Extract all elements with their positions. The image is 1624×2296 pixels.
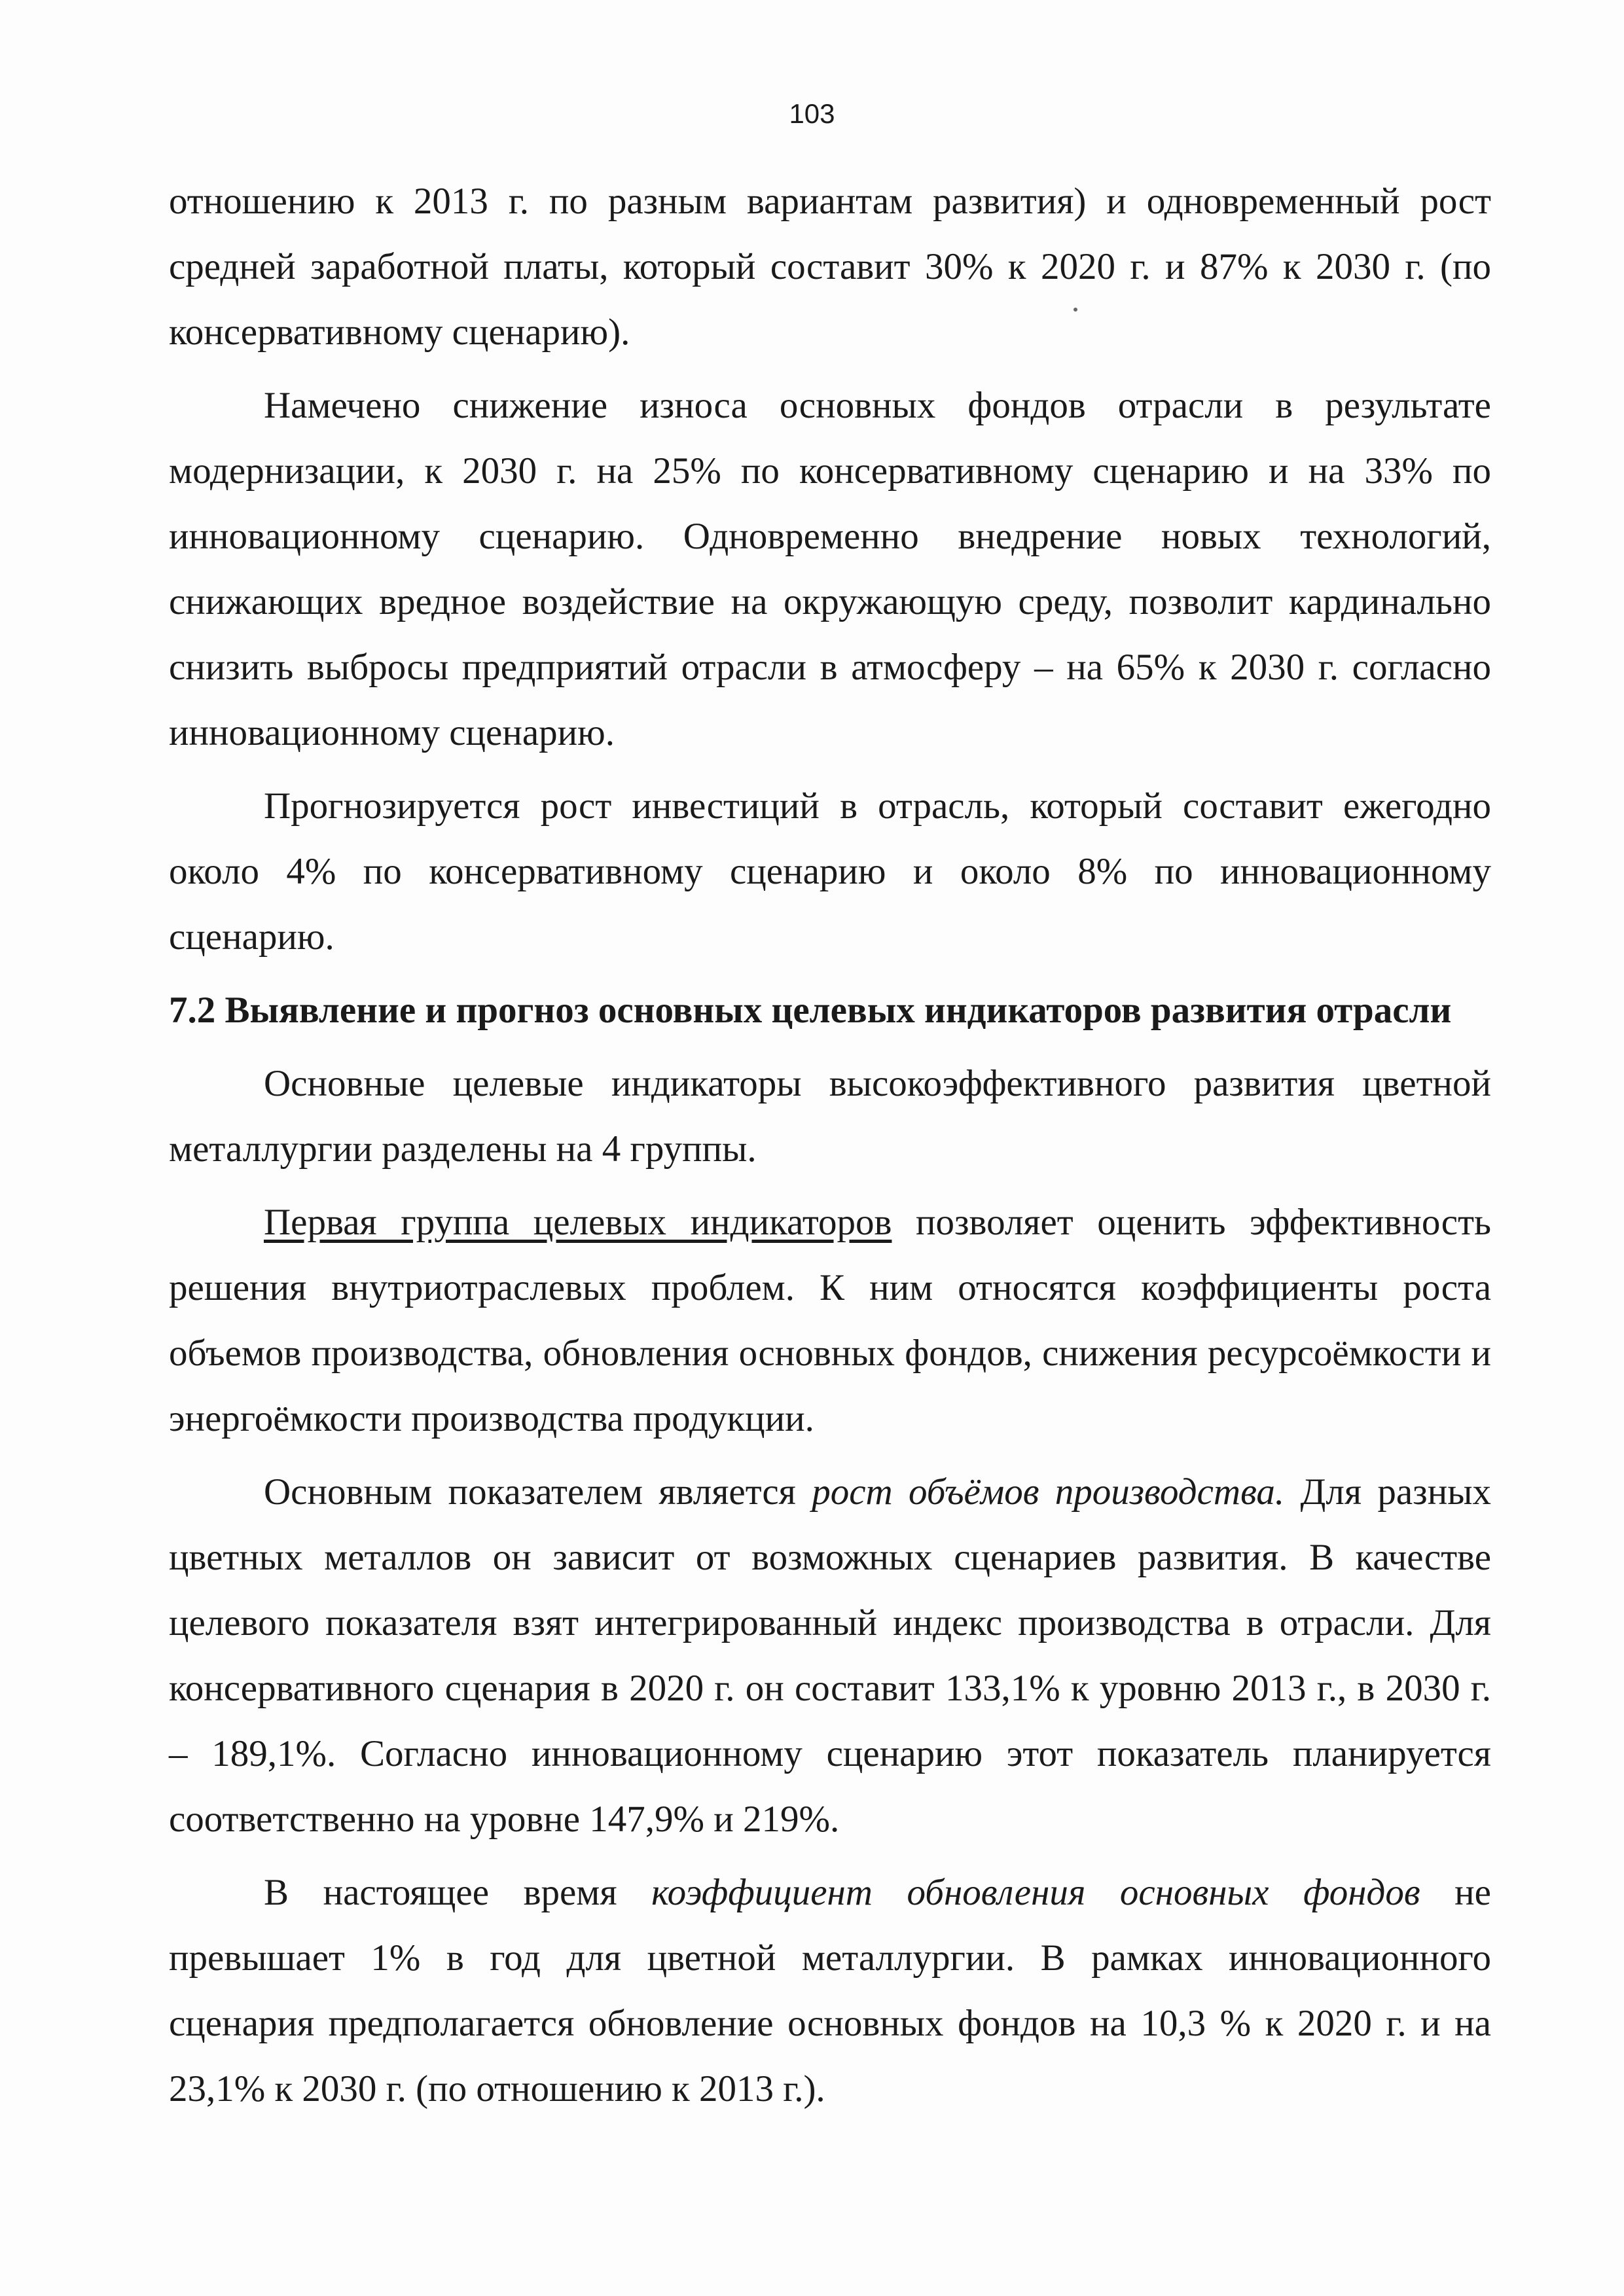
paragraph-7 xyxy=(169,1860,1491,2122)
paragraph-1: отношению к 2013 г. по разным вариантам развития) и одновременный рост средней заработной платы, который составит 30% к 2020 г. и 87% к 2030 г. (по консервативному сценарию). xyxy=(169,181,1491,353)
paragraph-7-text: не превышает 1% в год для цветной металлургии. В рамках инновационного сценария предполагается обновление основных фондов на 10,3 % к 2020 г. и на 23,1% к 2030 г. (по отношению к 2013 г.). xyxy=(169,1872,1491,2109)
paragraph-6-start: Основным показателем является xyxy=(264,1471,812,1513)
page-number: 103 xyxy=(789,98,835,129)
paragraph-6 xyxy=(169,1460,1491,1852)
paragraph-7-start: В настоящее время xyxy=(264,1872,652,1913)
paragraph-5-text: позволяет оценить эффективность решения внутриотраслевых проблем. К ним относятся коэффициенты роста объемов производства, обновления основных фондов, снижения ресурсоёмкости и энергоёмкости производства продукции. xyxy=(169,1202,1491,1439)
paragraph-3: Прогнозируется рост инвестиций в отрасль, который составит ежегодно около 4% по консервативному сценарию и около 8% по инновационному сценарию. xyxy=(169,785,1491,958)
paragraph-2: Намечено снижение износа основных фондов отрасли в результате модернизации, к 2030 г. на 25% по консервативному сценарию и на 33% по инновационному сценарию. Одновременно внедрение новых технологий, снижающих вредное воздействие на окружающую среду, позволит кардинально снизить выбросы предприятий отрасли в атмосферу – на 65% к 2030 г. согласно инновационному сценарию. xyxy=(169,385,1491,753)
paragraph-4: Основные целевые индикаторы высокоэффективного развития цветной металлургии разделены на 4 группы. xyxy=(169,1063,1491,1170)
underlined-term: Первая группа целевых индикаторов xyxy=(264,1202,892,1243)
italic-term-production: рост объёмов производства. xyxy=(812,1471,1285,1513)
paragraph-5 xyxy=(169,1190,1491,1452)
document-body xyxy=(169,169,1491,2130)
italic-term-renewal: коэффициент обновления основных фондов xyxy=(651,1872,1420,1913)
section-heading: 7.2 Выявление и прогноз основных целевых индикаторов развития отрасли xyxy=(169,990,1452,1031)
paragraph-6-text: Для разных цветных металлов он зависит от возможных сценариев развития. В качестве целевого показателя взят интегрированный индекс производства в отрасли. Для консервативного сценария в 2020 г. он составит 133,1% к уровню 2013 г., в 2030 г. – 189,1%. Согласно инновационному сценарию этот показатель планируется соответственно на уровне 147,9% и 219%. xyxy=(169,1471,1491,1840)
